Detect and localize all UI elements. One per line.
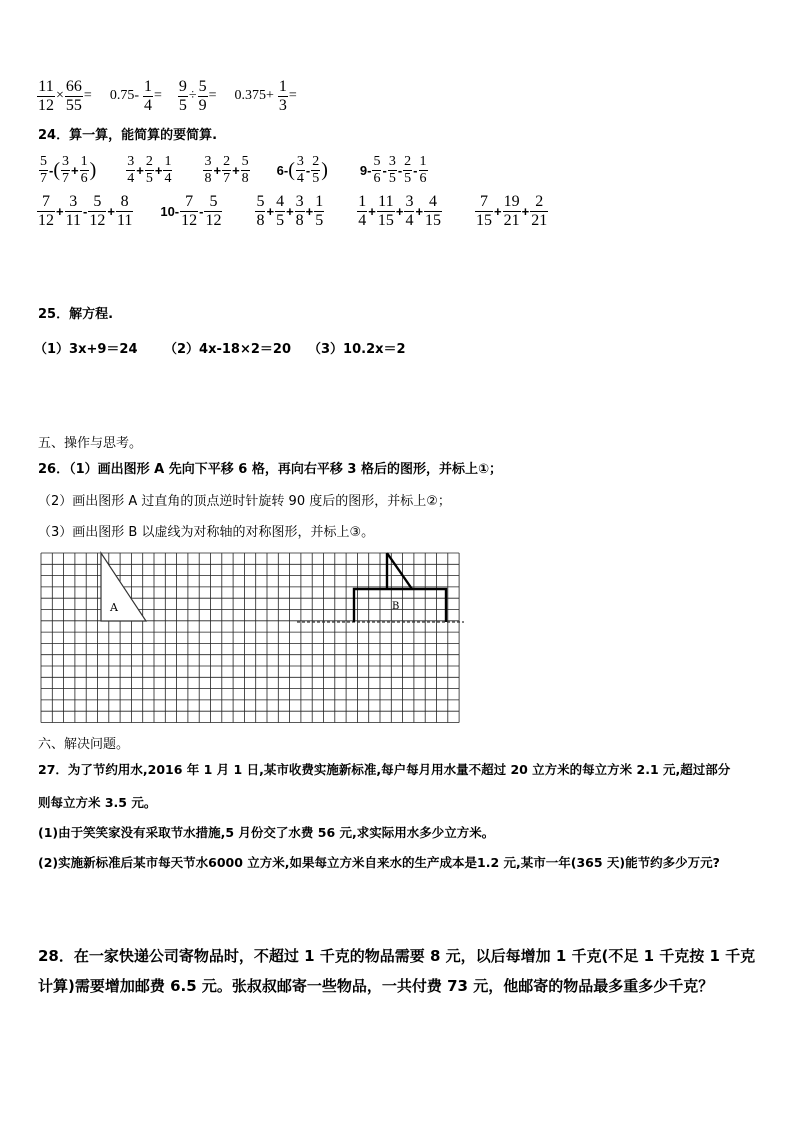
operator: + [395, 203, 404, 219]
fraction: $\frac{3}{8}$ [295, 192, 304, 229]
operator: + [368, 203, 376, 219]
fraction: $\frac{3}{11}$ [65, 192, 81, 229]
fraction: $\frac{1}{5}$ [315, 192, 324, 229]
fraction: $\frac{1}{3}$ [278, 77, 287, 114]
equation-2: （2）4x-18×2＝20 [164, 342, 291, 357]
question-28-line-2: 计算)需要增加邮费 6.5 元。张叔叔邮寄一些物品，一共付费 73 元，他邮寄的物品最多重多少千克？ [38, 977, 714, 995]
operator: + [494, 203, 502, 219]
parenthesis: ) [89, 158, 97, 181]
question-24-title: 24．算一算，能简算的要简算. [38, 128, 218, 143]
expression-prefix: 10- [160, 203, 180, 219]
operator: + [71, 162, 79, 178]
fraction: $\frac{7}{12}$ [38, 192, 54, 229]
question-28-line-1: 28．在一家快递公司寄物品时，不超过 1 千克的物品需要 8 元，以后每增加 1 千克(不足 1 千克按 1 千克 [38, 947, 756, 965]
operator: + [107, 203, 115, 219]
question-26-line-1: 26．（1）画出图形 A 先向下平移 6 格，再向右平移 3 格后的图形，并标上①； [38, 462, 502, 477]
fraction: $\frac{2}{5}$ [404, 153, 412, 186]
parenthesis: ) [321, 158, 328, 181]
question-26-line-3: （3）画出图形 B 以虚线为对称轴的对称图形，并标上③。 [38, 525, 375, 540]
fraction: $\frac{1}{4}$ [143, 77, 152, 114]
operator: - [83, 203, 88, 219]
fraction: $\frac{5}{7}$ [40, 153, 47, 186]
fraction: $\frac{5}{8}$ [256, 192, 265, 229]
operator: + [266, 203, 275, 219]
expression-prefix: 0.75- [109, 88, 139, 103]
fraction: $\frac{3}{4}$ [127, 153, 135, 186]
section-6-heading: 六、解决问题。 [38, 737, 130, 752]
shape-b-diagonal [387, 553, 412, 589]
operator: × [56, 88, 64, 103]
fraction: $\frac{5}{12}$ [205, 192, 222, 229]
parenthesis: ( [288, 158, 295, 181]
fraction: $\frac{5}{9}$ [198, 77, 207, 114]
fraction: $\frac{2}{21}$ [531, 192, 548, 229]
question-26-line-2: （2）画出图形 A 过直角的顶点逆时针旋转 90 度后的图形，并标上②； [38, 494, 451, 509]
equals-sign: = [83, 88, 92, 103]
equals-sign: = [153, 88, 162, 103]
operator: + [232, 162, 240, 178]
fraction: $\frac{19}{21}$ [503, 192, 520, 229]
shape-a-label: A [110, 601, 118, 614]
fraction: $\frac{66}{55}$ [65, 77, 82, 114]
operator: + [286, 203, 294, 219]
fraction: $\frac{9}{5}$ [178, 77, 187, 114]
fraction: $\frac{3}{4}$ [405, 192, 414, 229]
operator: - [382, 162, 387, 178]
fraction: $\frac{1}{4}$ [164, 153, 172, 186]
parenthesis: ( [53, 158, 61, 181]
question-27-part-2: (2)实施新标准后某市每天节水6000 立方米,如果每立方米自来水的生产成本是1.2 元,某市一年(365 天)能节约多少万元? [38, 855, 720, 870]
fraction: $\frac{3}{8}$ [204, 153, 212, 186]
fraction: $\frac{2}{5}$ [145, 153, 153, 186]
expression-prefix: 6- [276, 162, 289, 178]
fraction: $\frac{11}{15}$ [377, 192, 394, 229]
operator: + [213, 162, 222, 178]
equation-1: （1）3x+9＝24 [34, 342, 138, 357]
fraction: $\frac{8}{11}$ [116, 192, 133, 229]
operator: + [415, 203, 424, 219]
fraction: $\frac{4}{15}$ [425, 192, 442, 229]
fraction: $\frac{2}{7}$ [223, 153, 231, 186]
operator: - [413, 162, 418, 178]
fraction: $\frac{7}{15}$ [476, 192, 493, 229]
fraction: $\frac{1}{6}$ [80, 153, 88, 186]
operator: + [305, 203, 314, 219]
fraction: $\frac{5}{6}$ [373, 153, 381, 186]
operator: + [136, 162, 144, 178]
equals-sign: = [288, 88, 297, 103]
fraction: $\frac{5}{8}$ [241, 153, 249, 186]
fraction: $\frac{3}{5}$ [388, 153, 396, 186]
question-27-line-2: 则每立方米 3.5 元。 [38, 795, 157, 810]
expression-prefix: 0.375+ [234, 88, 274, 103]
operator: + [154, 162, 163, 178]
equation-3: （3）10.2x＝2 [308, 342, 406, 357]
operator: - [49, 162, 54, 178]
fraction: $\frac{3}{7}$ [62, 153, 70, 186]
fraction: $\frac{2}{5}$ [312, 153, 320, 186]
expression-prefix: 9- [359, 162, 372, 178]
shape-b-label: B [392, 601, 400, 612]
question-27-line-1: 27．为了节约用水,2016 年 1 月 1 日,某市收费实施新标准,每户每月用水量不超过 20 立方米的每立方米 2.1 元,超过部分 [38, 762, 731, 777]
shape-b-outline [354, 589, 446, 622]
operator: - [199, 203, 204, 219]
fraction: $\frac{1}{4}$ [358, 192, 367, 229]
section-5-heading: 五、操作与思考。 [38, 436, 143, 451]
fraction: $\frac{5}{12}$ [89, 192, 106, 229]
fraction: $\frac{7}{12}$ [181, 192, 198, 229]
fraction: $\frac{4}{5}$ [276, 192, 285, 229]
fraction: $\frac{3}{4}$ [296, 153, 304, 186]
operator: - [305, 162, 311, 178]
fraction: $\frac{1}{6}$ [419, 153, 427, 186]
fraction: $\frac{11}{12}$ [38, 77, 54, 114]
operator: ÷ [188, 88, 197, 103]
question-27-part-1: (1)由于笑笑家没有采取节水措施,5 月份交了水费 56 元,求实际用水多少立方米。 [38, 825, 495, 840]
operator: - [397, 162, 403, 178]
operator: + [56, 203, 64, 219]
question-25-title: 25．解方程. [38, 307, 114, 322]
equals-sign: = [208, 88, 217, 103]
operator: + [521, 203, 530, 219]
